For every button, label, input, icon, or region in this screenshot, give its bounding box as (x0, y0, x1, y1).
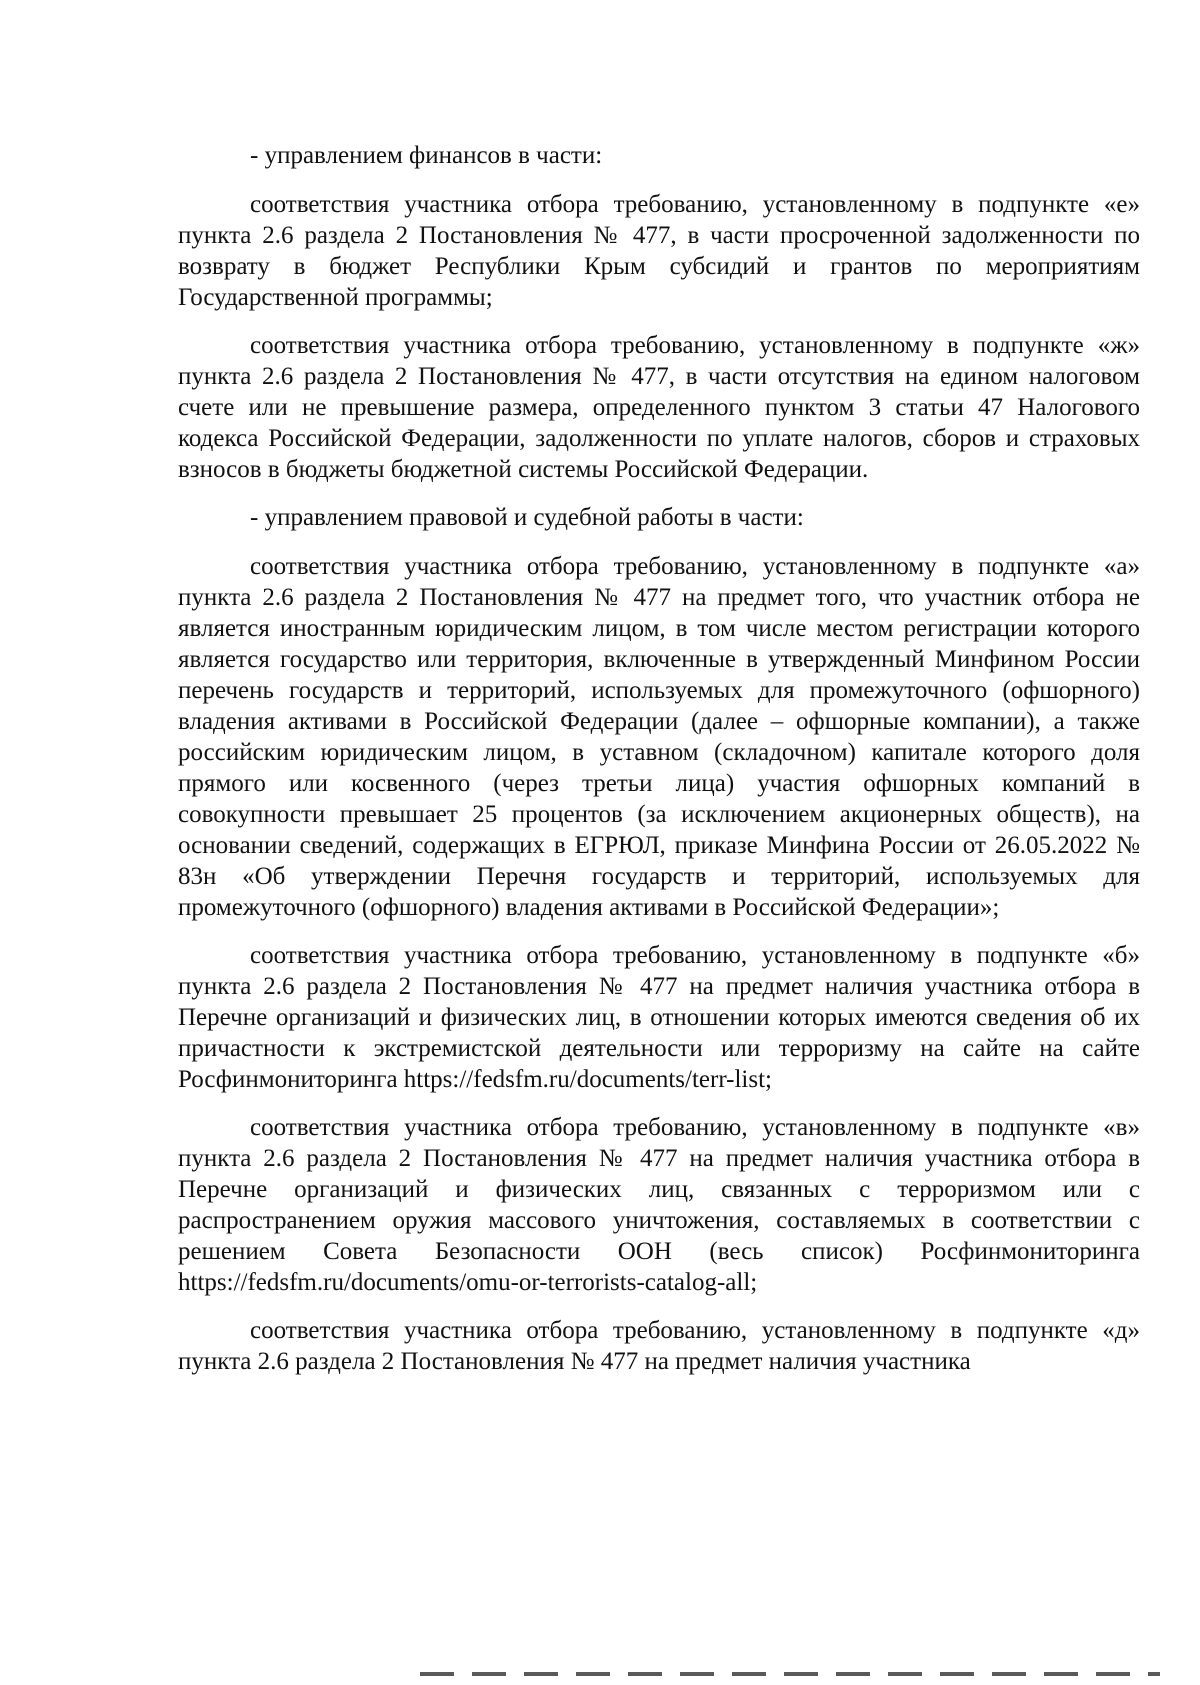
section-heading-finance: - управлением финансов в части: (250, 142, 603, 169)
paragraph-requirement-e: соответствия участника отбора требованию, установленному в подпункте «е» пункта 2.6 раздела 2 Постановления № 477, в части просроченной задолженности по возврату в бюджет Республики Крым субсидий и грантов по мероприятиям Государственной программы; (178, 191, 1140, 311)
section-heading-legal: - управлением правовой и судебной работы в части: (250, 504, 804, 531)
paragraph-requirement-d: соответствия участника отбора требованию, установленному в подпункте «д» пункта 2.6 раздела 2 Постановления № 477 на предмет наличия участника (178, 1317, 1140, 1375)
paragraph-requirement-b: соответствия участника отбора требованию, установленному в подпункте «б» пункта 2.6 раздела 2 Постановления № 477 на предмет наличия участника отбора в Перечне организаций и физических лиц, в отношении которых имеются сведения об их причастности к экстремистской деятельности или терроризму на сайте на сайте Росфинмониторинга https://fedsfm.ru/documents/terr-list; (178, 942, 1140, 1093)
paragraph-requirement-zh: соответствия участника отбора требованию, установленному в подпункте «ж» пункта 2.6 раздела 2 Постановления № 477, в части отсутствия на едином налоговом счете или не превышение размера, определенного пунктом 3 статьи 47 Налогового кодекса Российской Федерации, задолженности по уплате налогов, сборов и страховых взносов в бюджеты бюджетной системы Российской Федерации. (178, 332, 1140, 483)
scan-footer-dashes (420, 1672, 1160, 1676)
paragraph-requirement-a: соответствия участника отбора требованию, установленному в подпункте «а» пункта 2.6 раздела 2 Постановления № 477 на предмет того, что участник отбора не является иностранным юридическим лицом, в том числе местом регистрации которого является государство или территория, включенные в утвержденный Минфином России перечень государств и территорий, используемых для промежуточного (офшорного) владения активами в Российской Федерации (далее – офшорные компании), а также российским юридическим лицом, в уставном (складочном) капитале которого доля прямого или косвенного (через третьи лица) участия офшорных компаний в совокупности превышает 25 процентов (за исключением акционерных обществ), на основании сведений, содержащих в ЕГРЮЛ, приказе Минфина России от 26.05.2022 № 83н «Об утверждении Перечня государств и территорий, используемых для промежуточного (офшорного) владения активами в Российской Федерации»; (178, 553, 1140, 921)
document-page (178, 140, 1140, 1377)
paragraph-requirement-v: соответствия участника отбора требованию, установленному в подпункте «в» пункта 2.6 раздела 2 Постановления № 477 на предмет наличия участника отбора в Перечне организаций и физических лиц, связанных с терроризмом или с распространением оружия массового уничтожения, составляемых в соответствии с решением Совета Безопасности ООН (весь список) Росфинмониторинга https://fedsfm.ru/documents/omu-or-terrorists-catalog-all; (178, 1114, 1140, 1296)
